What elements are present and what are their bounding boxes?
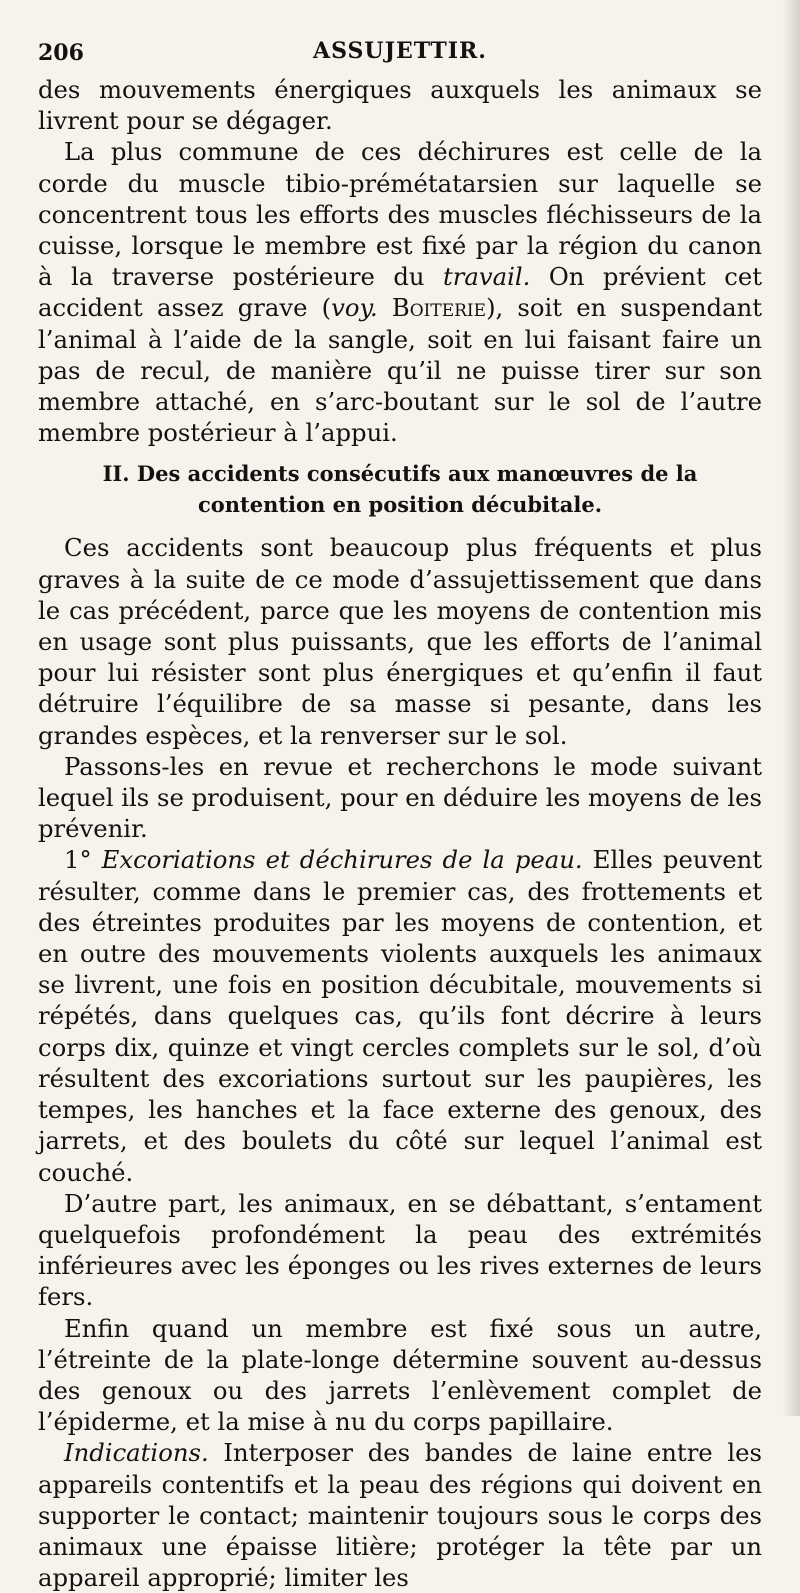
paragraph-text: ), soit en suspendant l’animal à l’aide de la sangle, soit en lui faisant faire un pas de recul, de manière qu’il ne puisse tirer sur son membre attaché, en s’arc-boutant sur le sol de l’autre membre postérieur à l’appui. bbox=[38, 293, 763, 448]
paragraph-text: des mouvements énergiques auxquels les animaux se livrent pour se dégager. bbox=[38, 75, 762, 136]
paragraph-accidents bbox=[38, 532, 762, 750]
page-edge-shadow bbox=[782, 0, 800, 1416]
paragraph-text: Elles peuvent résulter, comme dans le premier cas, des frottements et des étreintes produites par les moyens de contention, et en outre des mouvements violents auxquels les animaux se livrent, une fois en position décubitale, mouvements si répétés, dans quelques cas, qu’ils font décrire à leurs corps dix, quinze et vingt cercles complets sur le sol, d’où résultent des excoriations surtout sur les paupières, les tempes, les hanches et la face externe des genoux, des jarrets, et des boulets du côté sur lequel l’animal est couché. bbox=[38, 845, 762, 1187]
section-number: II. bbox=[102, 461, 130, 487]
section-heading bbox=[38, 458, 762, 520]
paragraph-text: Interposer des bandes de laine entre les appareils contentifs et la peau des régions qui doivent en supporter le contact; maintenir toujours sous le corps des animaux une épaisse litière; protéger la tête par un appareil approprié; limiter les bbox=[38, 1438, 762, 1593]
paragraph-continuation bbox=[38, 74, 762, 136]
paragraph-tibio bbox=[38, 136, 762, 448]
running-head: ASSUJETTIR. bbox=[313, 38, 487, 64]
paragraph-text: On prévient cet accident assez grave ( bbox=[38, 262, 762, 323]
paragraph-autre-part bbox=[38, 1188, 762, 1313]
paragraph-text: Ces accidents sont beaucoup plus fréquents et plus graves à la suite de ce mode d’assujettissement que dans le cas précédent, parce que les moyens de contention mis en usage sont plus puissants, que les efforts de l’animal pour lui résister sont plus énergiques et qu’enfin il faut détruire l’équilibre de sa masse si pesante, dans les grandes espèces, et la renverser sur le sol. bbox=[38, 533, 762, 750]
paragraph-text: D’autre part, les animaux, en se débattant, s’entament quelquefois profondément la peau des extrémités inférieures avec les éponges ou les rives externes de leurs fers. bbox=[38, 1188, 762, 1312]
small-caps-reference: Boiterie bbox=[377, 293, 487, 323]
italic-term: voy. bbox=[331, 293, 378, 323]
italic-heading: Indications. bbox=[64, 1438, 209, 1468]
paragraph-passons bbox=[38, 751, 762, 845]
paragraph-enfin bbox=[38, 1313, 762, 1438]
section-title: Des accidents consécutifs aux manœuvres de la contention en position décubitale. bbox=[136, 461, 698, 518]
paragraph-text: Passons-les en revue et recherchons le mode suivant lequel ils se produisent, pour en déduire les moyens de les prévenir. bbox=[38, 751, 762, 844]
paragraph-excoriations bbox=[38, 844, 762, 1187]
italic-heading: Excoriations et déchirures de la peau. bbox=[91, 845, 583, 875]
paragraph-text: La plus commune de ces déchirures est celle de la corde du muscle tibio-prémétatarsien sur laquelle se concentrent tous les efforts des muscles fléchisseurs de la cuisse, lorsque le membre est fixé par la région du canon à la traverse postérieure du bbox=[38, 137, 762, 292]
text-block bbox=[38, 74, 762, 1593]
page-number: 206 bbox=[38, 40, 84, 66]
paragraph-indications bbox=[38, 1437, 762, 1593]
page-header bbox=[38, 30, 762, 74]
italic-term: travail. bbox=[443, 262, 531, 292]
item-number: 1° bbox=[64, 845, 92, 875]
paragraph-text: Enfin quand un membre est fixé sous un autre, l’étreinte de la plate-longe détermine souvent au-dessus des genoux ou des jarrets l’enlèvement complet de l’épiderme, et la mise à nu du corps papillaire. bbox=[38, 1313, 762, 1437]
